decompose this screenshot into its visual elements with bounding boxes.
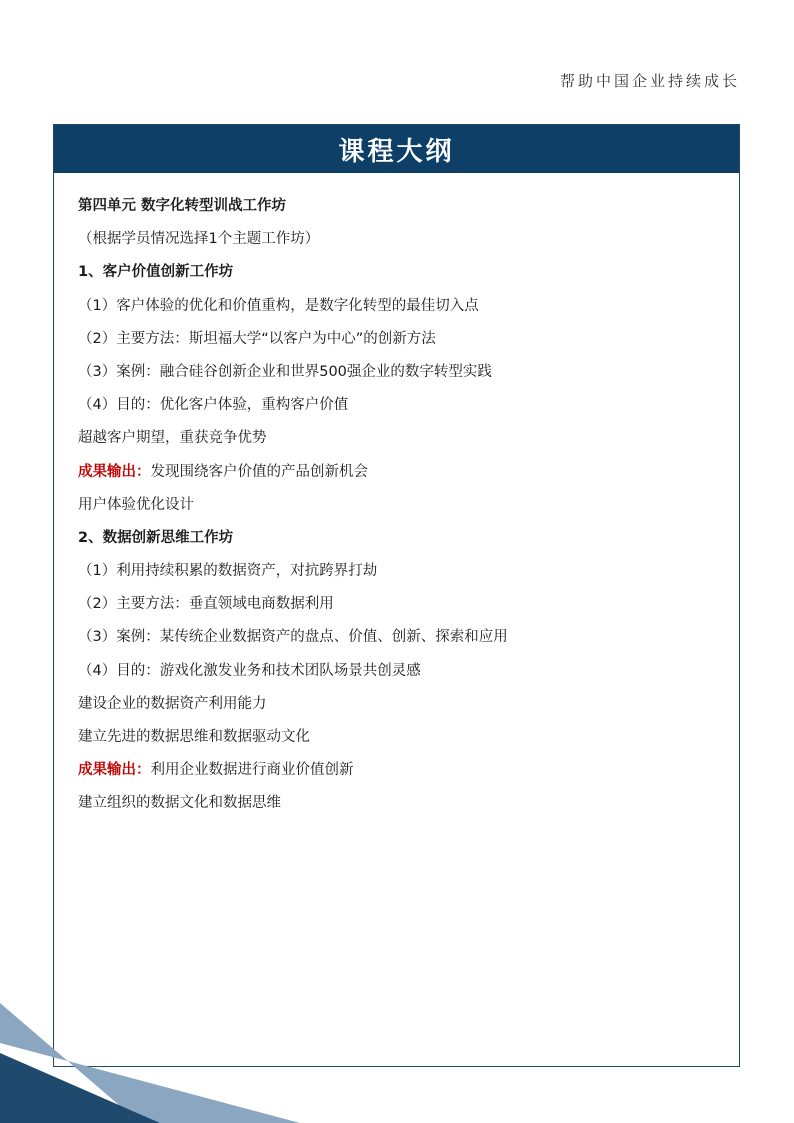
outline-content — [54, 173, 739, 826]
outline-line: （4）目的：优化客户体验，重构客户价值 — [78, 397, 349, 414]
outline-line: （2）主要方法：斯坦福大学“以客户为中心”的创新方法 — [78, 330, 436, 347]
outline-line: （4）目的：游戏化激发业务和技术团队场景共创灵感 — [78, 662, 421, 679]
section-heading: 2、数据创新思维工作坊 — [78, 529, 234, 546]
outline-line: 用户体验优化设计 — [78, 496, 194, 513]
output-text: 利用企业数据进行商业价值创新 — [150, 762, 354, 779]
output-text: 发现围绕客户价值的产品创新机会 — [150, 463, 368, 480]
outline-line: 建立先进的数据思维和数据驱动文化 — [78, 729, 310, 745]
outline-line: 建设企业的数据资产利用能力 — [78, 695, 267, 712]
outline-line: （1）客户体验的优化和价值重构，是数字化转型的最佳切入点 — [78, 297, 479, 314]
outline-line: 超越客户期望，重获竞争优势 — [78, 430, 267, 447]
section-heading: 1、客户价值创新工作坊 — [78, 264, 234, 281]
output-line — [78, 461, 739, 494]
outline-line: （3）案例：某传统企业数据资产的盘点、价值、创新、探索和应用 — [78, 629, 508, 646]
outline-line: （1）利用持续积累的数据资产，对抗跨界打劫 — [78, 563, 378, 580]
outline-line: 建立组织的数据文化和数据思维 — [78, 795, 281, 812]
header-tagline: 帮助中国企业持续成长 — [559, 72, 740, 90]
outline-line: （2）主要方法：垂直领域电商数据利用 — [78, 596, 334, 613]
output-label: 成果输出： — [78, 463, 151, 480]
course-outline-frame — [53, 124, 740, 1067]
page-title: 课程大纲 — [54, 125, 739, 173]
outline-line: （根据学员情况选择1个主题工作坊） — [78, 231, 320, 248]
outline-line: （3）案例：融合硅谷创新企业和世界500强企业的数字转型实践 — [78, 363, 492, 380]
output-line — [78, 759, 739, 792]
section-heading: 第四单元 数字化转型训战工作坊 — [78, 198, 287, 214]
output-label: 成果输出： — [78, 762, 151, 779]
